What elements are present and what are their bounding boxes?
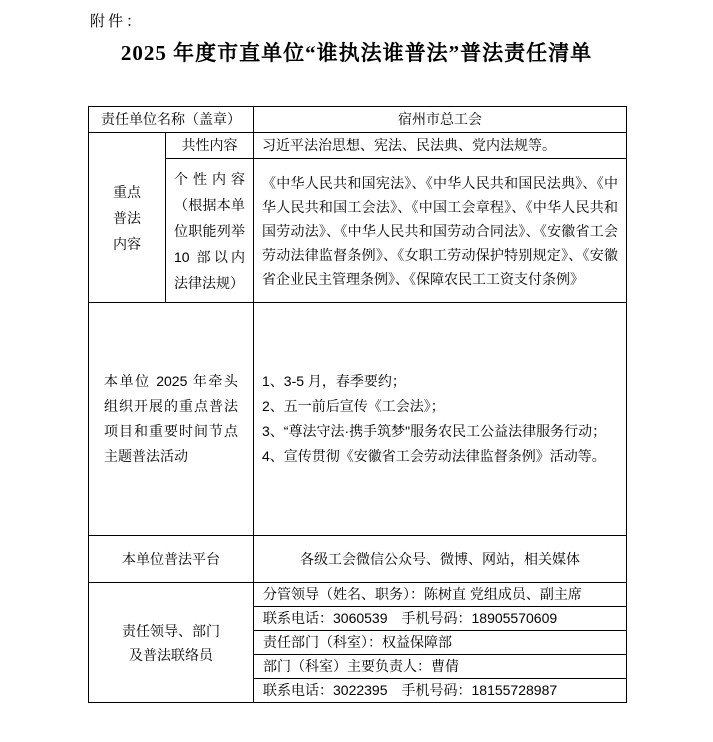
projects-list — [262, 369, 618, 469]
table-row-unit — [89, 107, 627, 133]
contact-row-leader-phone: 联系电话：3060539 手机号码：18905570609 — [254, 607, 627, 631]
responsible-label-line1: 责任领导、部门 — [122, 622, 220, 639]
common-content-value: 习近平法治思想、宪法、民法典、党内法规等。 — [254, 133, 627, 159]
key-content-label — [89, 133, 166, 303]
page-title: 2025 年度市直单位“谁执法谁普法”普法责任清单 — [120, 41, 593, 65]
projects-label-text: 本单位 2025 年牵头组织开展的重点普法项目和重要时间节点主题普法活动 — [104, 373, 238, 464]
table-row-contact — [89, 583, 627, 607]
projects-label-cell — [89, 303, 254, 536]
responsible-label-line2: 及普法联络员 — [129, 646, 213, 663]
table-row-platform — [89, 536, 627, 583]
project-item: 2、五一前后宣传《工会法》； — [262, 398, 445, 414]
responsible-label — [89, 583, 254, 703]
unit-name-value: 宿州市总工会 — [254, 107, 627, 133]
project-item: 4、宣传贯彻《安徽省工会劳动法律监督条例》活动等。 — [262, 448, 606, 464]
key-content-label-text: 重点普法内容 — [112, 183, 141, 252]
unit-name-label: 责任单位名称（盖章） — [89, 107, 254, 133]
common-content-label: 共性内容 — [166, 133, 254, 159]
attachment-label: 附件： — [90, 14, 145, 30]
contact-row-leader: 分管领导（姓名、职务）：陈树直 党组成员、副主席 — [254, 583, 627, 607]
table-row-common-content — [89, 133, 627, 159]
table-row-projects — [89, 303, 627, 536]
project-item: 1、3-5 月，春季要约； — [262, 373, 406, 389]
individual-content-value: 《中华人民共和国宪法》、《中华人民共和国民法典》、《中华人民共和国工会法》、《中国工会章程》、《中华人民共和国劳动法》、《中华人民共和国劳动合同法》、《安徽省工会劳动法律监督条例》、《女职工劳动保护特别规定》、《安徽省企业民主管理条例》、《保障农民工工资支付条例》 — [254, 159, 627, 303]
project-item: 3、“尊法守法·携手筑梦"服务农民工公益法律服务行动； — [262, 423, 607, 439]
contact-row-department-head: 部门（科室）主要负责人：曹倩 — [254, 655, 627, 679]
contact-row-department-phone: 联系电话：3022395 手机号码：18155728987 — [254, 679, 627, 703]
platform-label: 本单位普法平台 — [89, 536, 254, 583]
table-row-individual-content — [89, 159, 627, 303]
projects-value-cell — [254, 303, 627, 536]
responsibility-table — [88, 106, 627, 703]
platform-value: 各级工会微信公众号、微博、网站，相关媒体 — [254, 536, 627, 583]
individual-content-label: 个性内容（根据本单位职能列举 10 部以内法律法规） — [166, 159, 254, 303]
contact-row-department: 责任部门（科室）：权益保障部 — [254, 631, 627, 655]
